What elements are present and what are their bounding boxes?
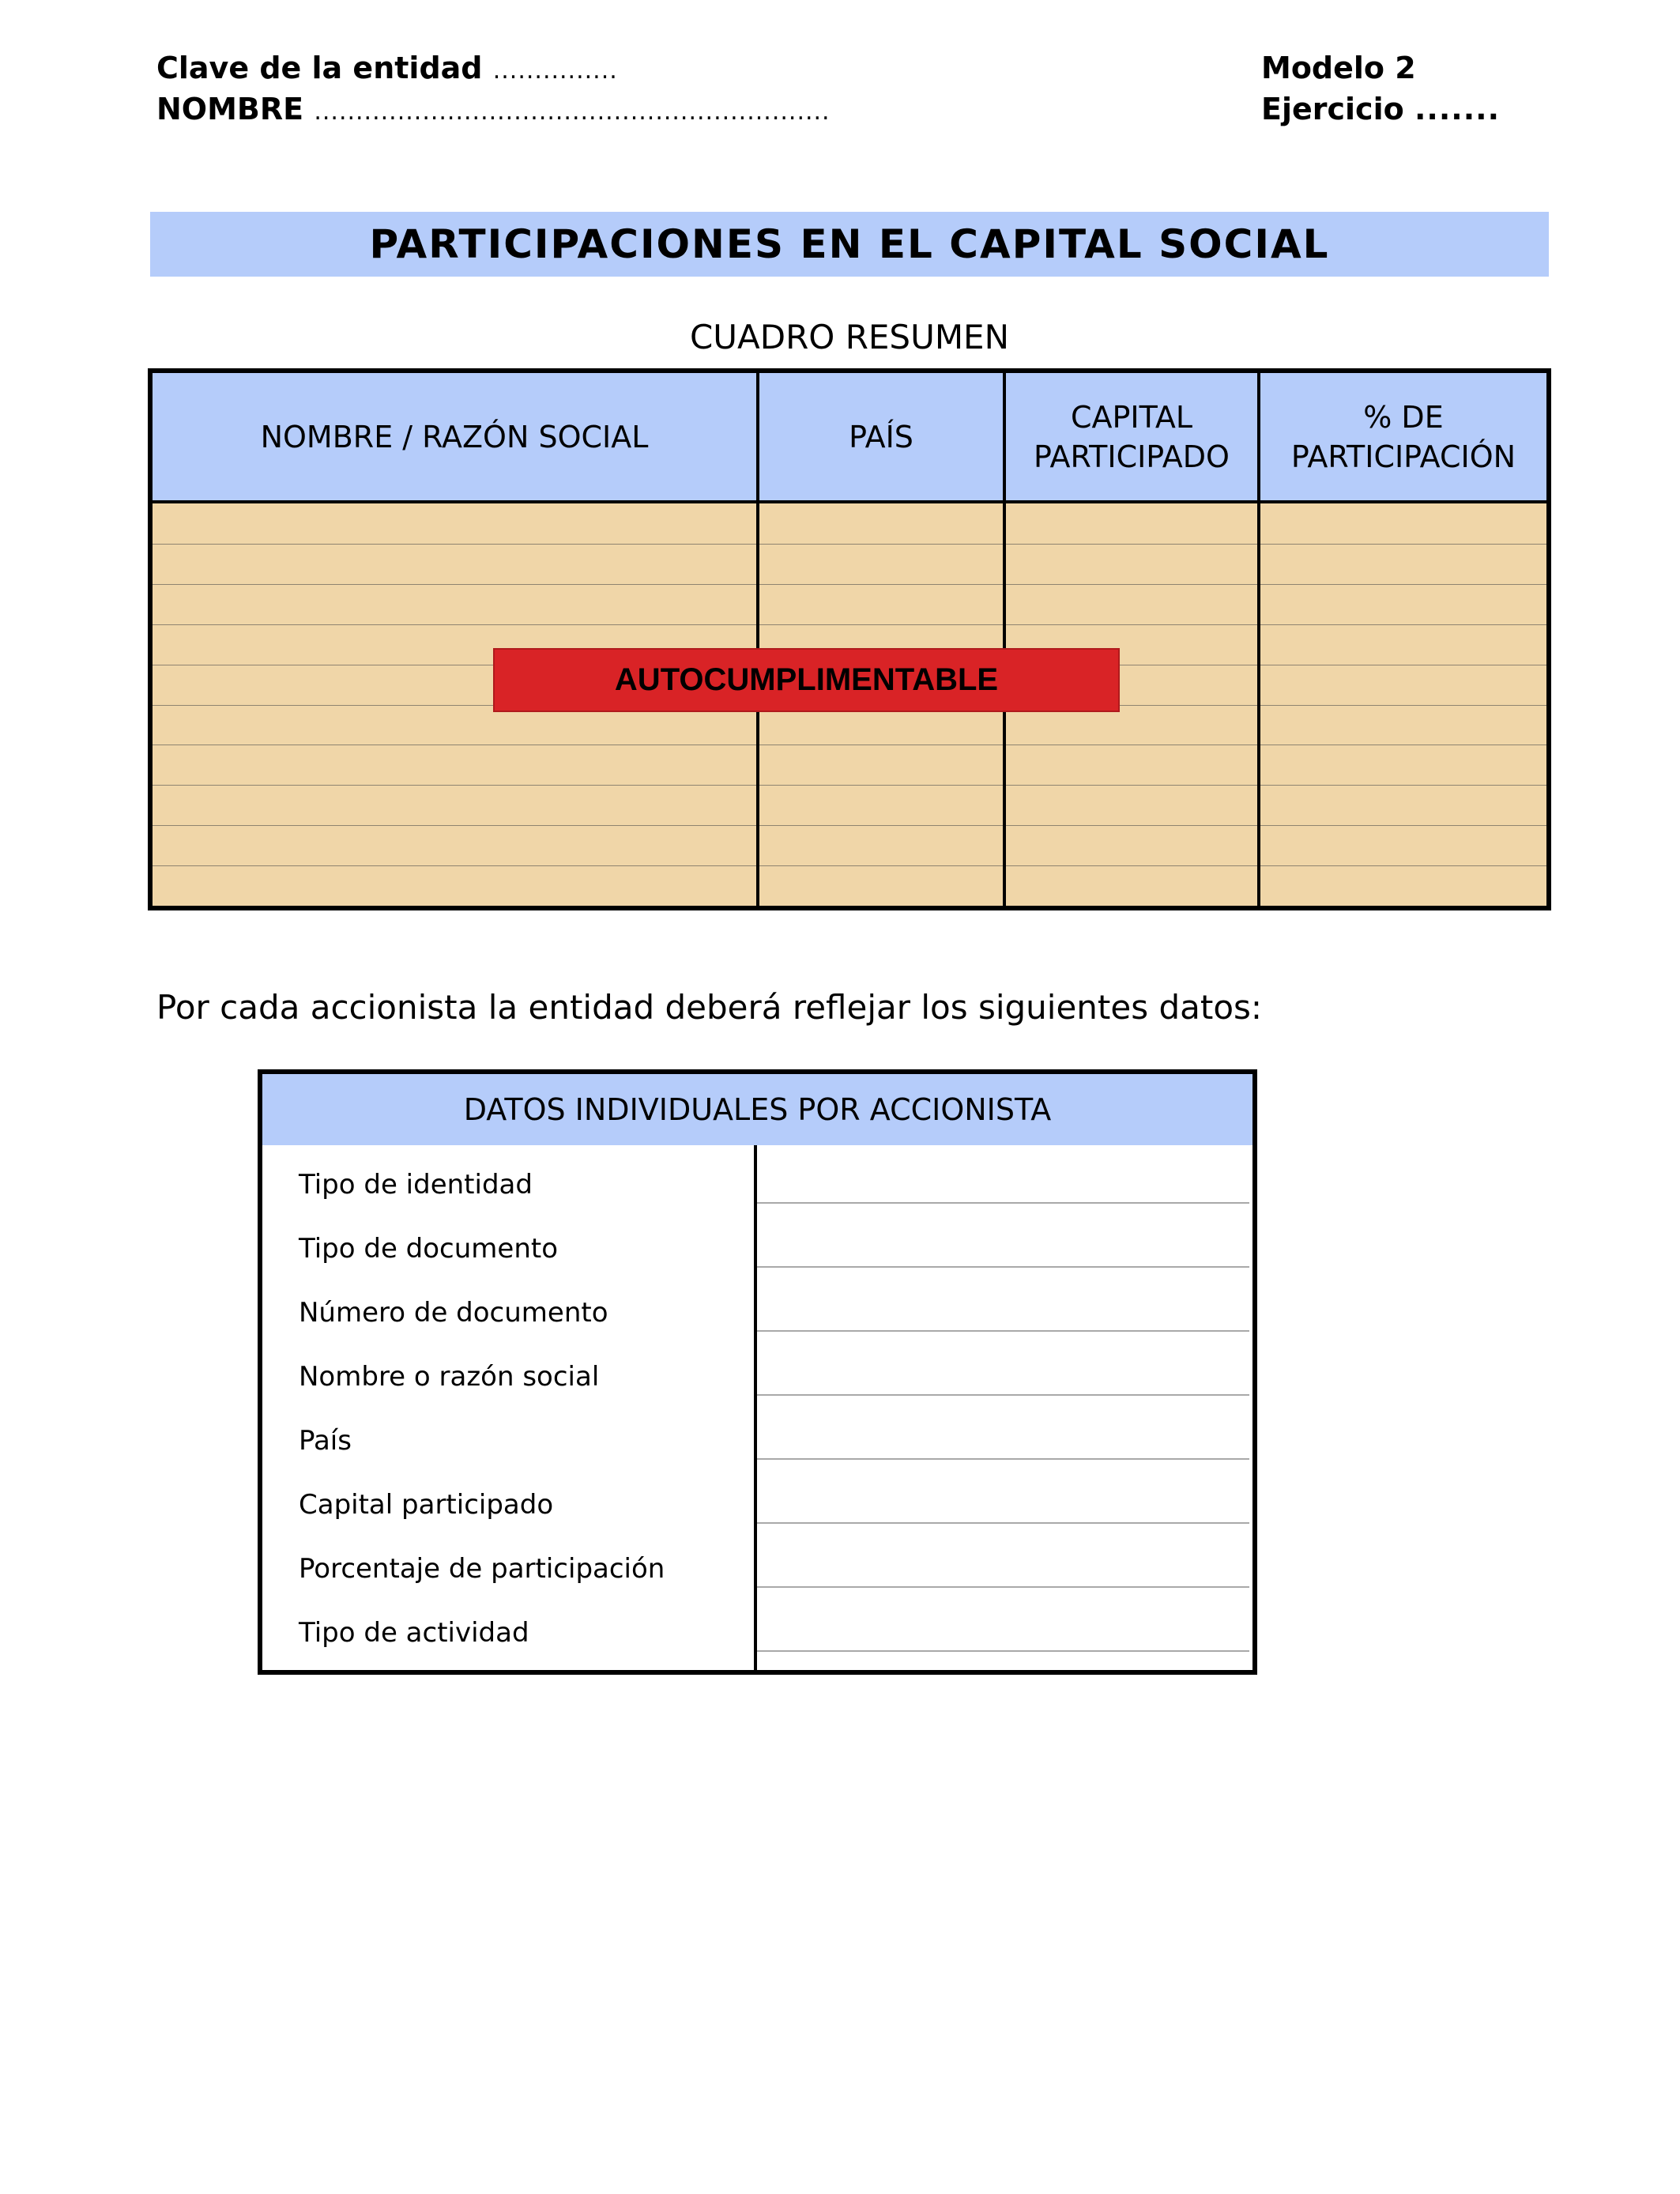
summary-header-row	[153, 373, 1546, 503]
col-header-porcentaje-line1: % DE	[1363, 399, 1444, 435]
datos-field-label: Número de documento	[299, 1297, 608, 1329]
datos-field-entry-line[interactable]	[757, 1202, 1249, 1204]
datos-field-label: Capital participado	[299, 1489, 554, 1521]
summary-row-line	[153, 865, 1546, 866]
datos-field-entry-line[interactable]	[757, 1586, 1249, 1588]
col-header-capital-line1: CAPITAL	[1070, 399, 1193, 435]
summary-row-line	[153, 544, 1546, 545]
datos-field-label: Nombre o razón social	[299, 1361, 600, 1393]
datos-field-entry-line[interactable]	[757, 1650, 1249, 1652]
datos-header: DATOS INDIVIDUALES POR ACCIONISTA	[262, 1074, 1252, 1145]
modelo-label: Modelo 2	[1261, 51, 1416, 85]
summary-row-line	[153, 624, 1546, 625]
summary-subtitle: CUADRO RESUMEN	[689, 318, 1010, 356]
clave-entidad-line	[156, 51, 618, 85]
datos-table	[258, 1069, 1257, 1675]
ejercicio-blank[interactable]: .......	[1414, 92, 1501, 126]
col-header-nombre-text: NOMBRE / RAZÓN SOCIAL	[260, 419, 649, 454]
title-band	[150, 212, 1549, 277]
datos-field-label: Tipo de documento	[299, 1233, 559, 1265]
page-title: PARTICIPACIONES EN EL CAPITAL SOCIAL	[369, 221, 1330, 267]
col-header-nombre	[153, 373, 756, 500]
col-header-capital	[1006, 373, 1257, 500]
datos-field-entry-line[interactable]	[757, 1330, 1249, 1332]
datos-field-label: Tipo de actividad	[299, 1617, 529, 1649]
col-header-porcentaje	[1260, 373, 1546, 500]
col-divider	[756, 373, 759, 906]
col-header-pais-text: PAÍS	[849, 419, 913, 454]
summary-row-line	[153, 785, 1546, 786]
nombre-line	[156, 92, 831, 126]
datos-field-entry-line[interactable]	[757, 1394, 1249, 1396]
datos-field-label: Porcentaje de participación	[299, 1553, 665, 1585]
ejercicio-label: Ejercicio	[1261, 92, 1404, 126]
intro-text: Por cada accionista la entidad deberá reflejar los siguientes datos:	[156, 988, 1263, 1027]
datos-field-label: País	[299, 1425, 352, 1457]
clave-entidad-blank[interactable]: ...............	[492, 57, 618, 85]
datos-field-entry-line[interactable]	[757, 1266, 1249, 1268]
datos-field-label: Tipo de identidad	[299, 1169, 533, 1201]
nombre-blank[interactable]: ..............................................................	[314, 98, 831, 126]
summary-row-line	[153, 584, 1546, 585]
col-divider	[1003, 373, 1006, 906]
datos-field-entry-line[interactable]	[757, 1522, 1249, 1524]
autocumplimentable-banner	[493, 648, 1120, 712]
col-divider	[1257, 373, 1260, 906]
autocumplimentable-text: AUTOCUMPLIMENTABLE	[614, 662, 999, 697]
col-header-pais	[759, 373, 1003, 500]
summary-table	[148, 368, 1551, 910]
nombre-label: NOMBRE	[156, 92, 304, 126]
datos-field-entry-line[interactable]	[757, 1458, 1249, 1460]
datos-col-divider	[754, 1145, 757, 1670]
clave-entidad-label: Clave de la entidad	[156, 51, 483, 85]
ejercicio-line	[1261, 92, 1500, 126]
col-header-capital-line2: PARTICIPADO	[1034, 439, 1230, 474]
col-header-porcentaje-line2: PARTICIPACIÓN	[1290, 439, 1516, 474]
summary-row-line	[153, 825, 1546, 826]
